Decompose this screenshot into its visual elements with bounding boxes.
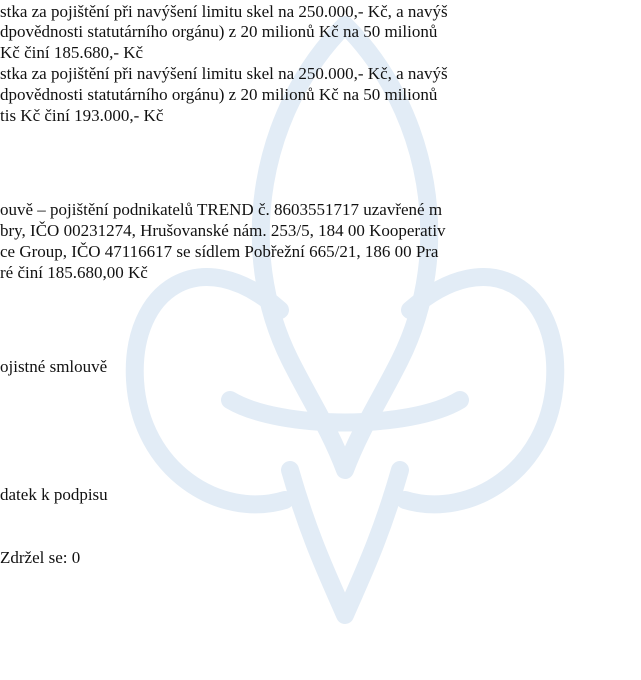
text-line: stka za pojištění při navýšení limitu skel na 250.000,- Kč, a navýš [0,64,448,83]
text-line: Zdržel se: 0 [0,548,81,567]
text-line: ré činí 185.680,00 Kč [0,263,148,282]
text-line: ce Group, IČO 47116617 se sídlem Pobřežní 665/21, 186 00 Pra [0,242,439,261]
text-line: Kč činí 185.680,- Kč [0,43,144,62]
text-line: dpovědnosti statutárního orgánu) z 20 milionů Kč na 50 milionů [0,22,438,41]
text-line: ojistné smlouvě [0,357,108,376]
text-line: dpovědnosti statutárního orgánu) z 20 milionů Kč na 50 milionů [0,85,438,104]
text-line: ouvě – pojištění podnikatelů TREND č. 8603551717 uzavřené m [0,200,443,219]
text-line: stka za pojištění při navýšení limitu skel na 250.000,- Kč, a navýš [0,2,448,21]
text-line: tis Kč činí 193.000,- Kč [0,106,164,125]
text-line: datek k podpisu [0,485,108,504]
text-line: bry, IČO 00231274, Hrušovanské nám. 253/5, 184 00 Kooperativ [0,221,446,240]
